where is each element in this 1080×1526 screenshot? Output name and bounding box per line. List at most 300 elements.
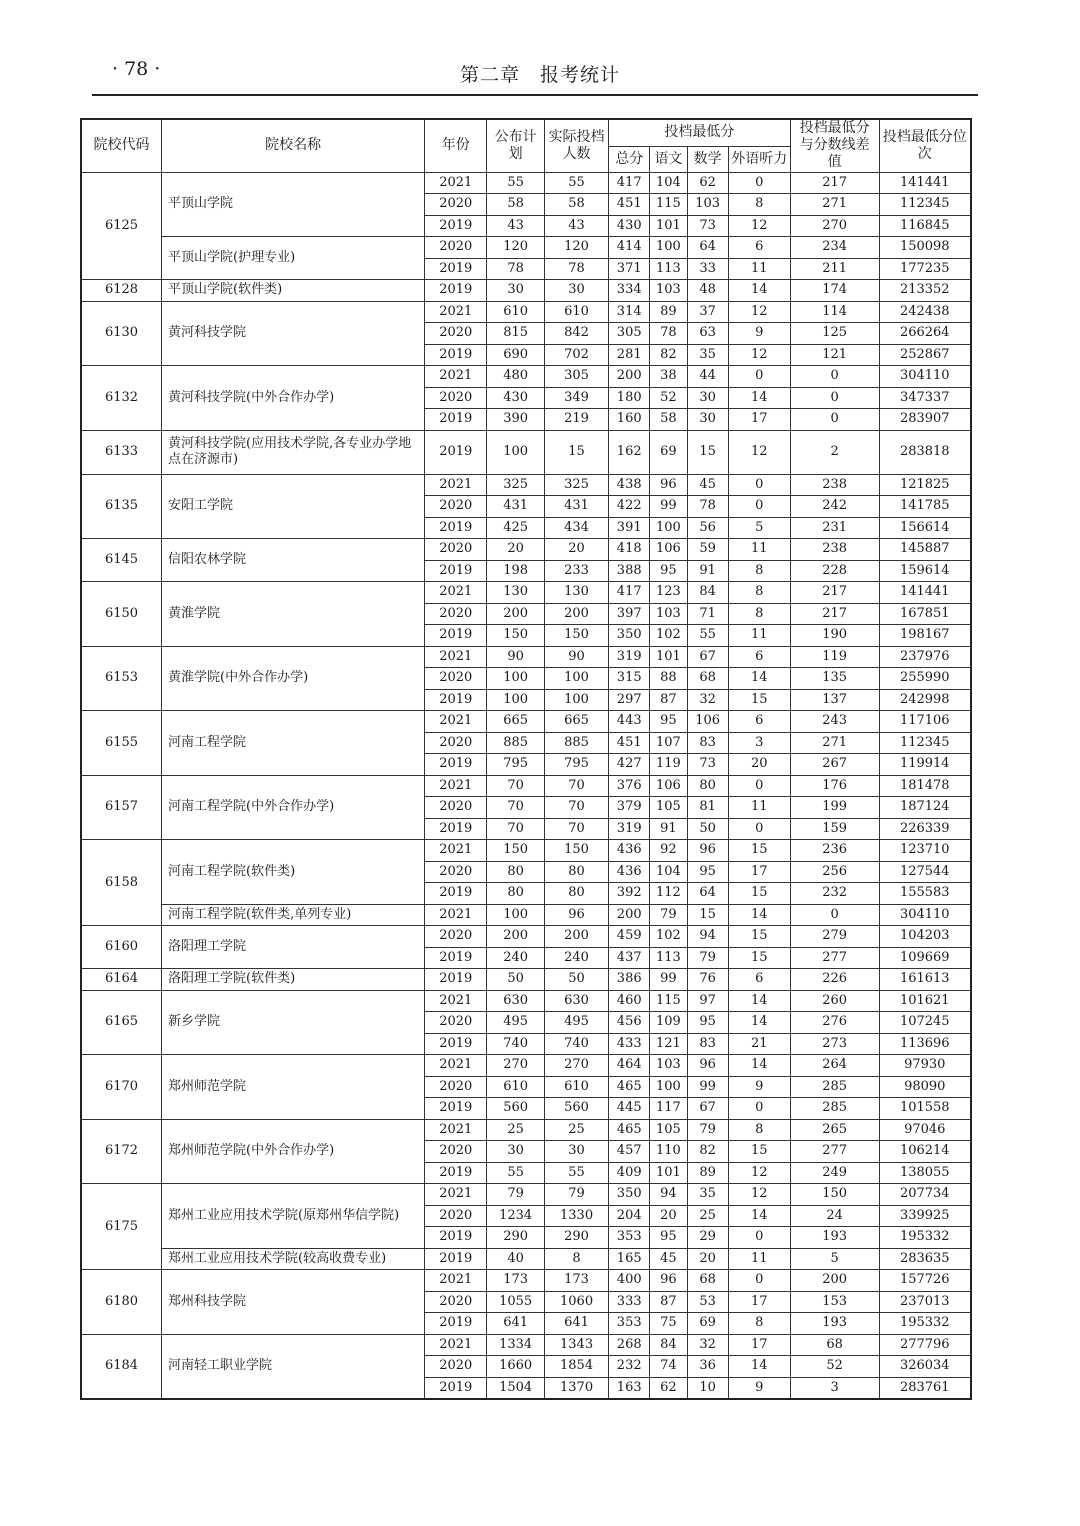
school-name-cell: 郑州科技学院	[162, 1270, 425, 1335]
total-cell: 436	[609, 840, 650, 862]
rank-cell: 181478	[879, 775, 971, 797]
table-row	[81, 646, 971, 668]
actual-cell: 96	[545, 904, 609, 926]
school-name-cell: 河南轻工职业学院	[162, 1334, 425, 1399]
plan-cell: 150	[487, 840, 545, 862]
school-name-cell: 河南工程学院(软件类,单列专业)	[162, 904, 425, 926]
actual-cell: 349	[545, 387, 609, 409]
total-cell: 392	[609, 883, 650, 905]
header-total: 总分	[609, 146, 650, 172]
diff-cell: 3	[790, 1377, 879, 1399]
chinese-cell: 113	[650, 947, 687, 969]
chinese-cell: 105	[650, 797, 687, 819]
total-cell: 165	[609, 1248, 650, 1270]
year-cell: 2020	[425, 797, 487, 819]
year-cell: 2019	[425, 1377, 487, 1399]
actual-cell: 173	[545, 1270, 609, 1292]
table-row	[81, 990, 971, 1012]
actual-cell: 795	[545, 754, 609, 776]
chinese-cell: 74	[650, 1356, 687, 1378]
plan-cell: 885	[487, 732, 545, 754]
math-cell: 95	[687, 1012, 728, 1034]
math-cell: 89	[687, 1162, 728, 1184]
school-code-cell: 6164	[81, 969, 162, 991]
school-code-cell: 6133	[81, 430, 162, 474]
school-code-cell: 6128	[81, 280, 162, 302]
actual-cell: 610	[545, 301, 609, 323]
school-code-cell: 6184	[81, 1334, 162, 1399]
plan-cell: 795	[487, 754, 545, 776]
year-cell: 2019	[425, 1162, 487, 1184]
total-cell: 456	[609, 1012, 650, 1034]
total-cell: 438	[609, 474, 650, 496]
total-cell: 437	[609, 947, 650, 969]
chinese-cell: 100	[650, 1076, 687, 1098]
school-name-cell: 郑州师范学院	[162, 1055, 425, 1120]
year-cell: 2020	[425, 496, 487, 518]
listening-cell: 14	[728, 1205, 790, 1227]
school-name-cell: 信阳农林学院	[162, 539, 425, 582]
table-row	[81, 775, 971, 797]
school-code-cell: 6172	[81, 1119, 162, 1184]
school-code-cell: 6150	[81, 582, 162, 647]
math-cell: 79	[687, 1119, 728, 1141]
plan-cell: 560	[487, 1098, 545, 1120]
rank-cell: 277796	[879, 1334, 971, 1356]
chinese-cell: 110	[650, 1141, 687, 1163]
listening-cell: 0	[728, 1098, 790, 1120]
year-cell: 2020	[425, 1205, 487, 1227]
actual-cell: 1370	[545, 1377, 609, 1399]
year-cell: 2021	[425, 474, 487, 496]
actual-cell: 431	[545, 496, 609, 518]
diff-cell: 0	[790, 409, 879, 431]
table-row	[81, 1270, 971, 1292]
plan-cell: 740	[487, 1033, 545, 1055]
total-cell: 414	[609, 237, 650, 259]
math-cell: 35	[687, 344, 728, 366]
school-code-cell: 6160	[81, 926, 162, 969]
header-diff: 投档最低分与分数线差值	[790, 119, 879, 172]
chinese-cell: 89	[650, 301, 687, 323]
plan-cell: 80	[487, 861, 545, 883]
rank-cell: 97046	[879, 1119, 971, 1141]
actual-cell: 641	[545, 1313, 609, 1335]
chinese-cell: 101	[650, 646, 687, 668]
school-name-cell: 黄河科技学院	[162, 301, 425, 366]
diff-cell: 256	[790, 861, 879, 883]
school-name-cell: 黄河科技学院(中外合作办学)	[162, 366, 425, 431]
diff-cell: 24	[790, 1205, 879, 1227]
table-row	[81, 172, 971, 194]
school-code-cell: 6180	[81, 1270, 162, 1335]
plan-cell: 173	[487, 1270, 545, 1292]
rank-cell: 161613	[879, 969, 971, 991]
table-row	[81, 280, 971, 302]
year-cell: 2019	[425, 625, 487, 647]
rank-cell: 141441	[879, 172, 971, 194]
actual-cell: 325	[545, 474, 609, 496]
actual-cell: 885	[545, 732, 609, 754]
listening-cell: 12	[728, 344, 790, 366]
total-cell: 180	[609, 387, 650, 409]
chinese-cell: 115	[650, 990, 687, 1012]
total-cell: 232	[609, 1356, 650, 1378]
listening-cell: 0	[728, 1270, 790, 1292]
listening-cell: 5	[728, 517, 790, 539]
listening-cell: 14	[728, 387, 790, 409]
actual-cell: 55	[545, 1162, 609, 1184]
actual-cell: 740	[545, 1033, 609, 1055]
year-cell: 2019	[425, 344, 487, 366]
chinese-cell: 96	[650, 474, 687, 496]
plan-cell: 55	[487, 172, 545, 194]
plan-cell: 25	[487, 1119, 545, 1141]
diff-cell: 285	[790, 1098, 879, 1120]
actual-cell: 50	[545, 969, 609, 991]
rank-cell: 138055	[879, 1162, 971, 1184]
school-name-cell: 新乡学院	[162, 990, 425, 1055]
diff-cell: 0	[790, 904, 879, 926]
plan-cell: 100	[487, 904, 545, 926]
total-cell: 376	[609, 775, 650, 797]
listening-cell: 17	[728, 1334, 790, 1356]
diff-cell: 174	[790, 280, 879, 302]
plan-cell: 20	[487, 539, 545, 561]
math-cell: 106	[687, 711, 728, 733]
plan-cell: 90	[487, 646, 545, 668]
table-row	[81, 366, 971, 388]
school-name-cell: 黄淮学院	[162, 582, 425, 647]
year-cell: 2019	[425, 818, 487, 840]
rank-cell: 283635	[879, 1248, 971, 1270]
rank-cell: 347337	[879, 387, 971, 409]
rank-cell: 198167	[879, 625, 971, 647]
chinese-cell: 100	[650, 237, 687, 259]
rank-cell: 252867	[879, 344, 971, 366]
diff-cell: 217	[790, 582, 879, 604]
total-cell: 418	[609, 539, 650, 561]
listening-cell: 14	[728, 1055, 790, 1077]
plan-cell: 641	[487, 1313, 545, 1335]
actual-cell: 30	[545, 280, 609, 302]
school-name-cell: 河南工程学院(软件类)	[162, 840, 425, 905]
chinese-cell: 101	[650, 1162, 687, 1184]
plan-cell: 70	[487, 818, 545, 840]
total-cell: 200	[609, 366, 650, 388]
year-cell: 2020	[425, 603, 487, 625]
year-cell: 2020	[425, 732, 487, 754]
year-cell: 2021	[425, 840, 487, 862]
rank-cell: 97930	[879, 1055, 971, 1077]
table-row	[81, 711, 971, 733]
plan-cell: 79	[487, 1184, 545, 1206]
school-name-cell: 洛阳理工学院	[162, 926, 425, 969]
table-row	[81, 1184, 971, 1206]
year-cell: 2020	[425, 1076, 487, 1098]
total-cell: 430	[609, 215, 650, 237]
year-cell: 2020	[425, 539, 487, 561]
chinese-cell: 45	[650, 1248, 687, 1270]
math-cell: 36	[687, 1356, 728, 1378]
diff-cell: 226	[790, 969, 879, 991]
school-code-cell: 6130	[81, 301, 162, 366]
rank-cell: 156614	[879, 517, 971, 539]
diff-cell: 271	[790, 732, 879, 754]
plan-cell: 58	[487, 194, 545, 216]
actual-cell: 70	[545, 797, 609, 819]
table-row	[81, 237, 971, 259]
math-cell: 48	[687, 280, 728, 302]
total-cell: 451	[609, 194, 650, 216]
actual-cell: 79	[545, 1184, 609, 1206]
rank-cell: 187124	[879, 797, 971, 819]
plan-cell: 200	[487, 926, 545, 948]
math-cell: 29	[687, 1227, 728, 1249]
rank-cell: 141785	[879, 496, 971, 518]
rank-cell: 326034	[879, 1356, 971, 1378]
total-cell: 433	[609, 1033, 650, 1055]
diff-cell: 135	[790, 668, 879, 690]
total-cell: 319	[609, 646, 650, 668]
actual-cell: 233	[545, 560, 609, 582]
total-cell: 350	[609, 1184, 650, 1206]
plan-cell: 43	[487, 215, 545, 237]
chinese-cell: 123	[650, 582, 687, 604]
listening-cell: 14	[728, 668, 790, 690]
listening-cell: 8	[728, 582, 790, 604]
actual-cell: 1060	[545, 1291, 609, 1313]
listening-cell: 14	[728, 280, 790, 302]
chinese-cell: 119	[650, 754, 687, 776]
year-cell: 2021	[425, 904, 487, 926]
total-cell: 160	[609, 409, 650, 431]
school-code-cell: 6175	[81, 1184, 162, 1270]
table-row	[81, 582, 971, 604]
header-min-score-group: 投档最低分	[609, 119, 791, 146]
year-cell: 2019	[425, 258, 487, 280]
year-cell: 2020	[425, 1141, 487, 1163]
year-cell: 2020	[425, 323, 487, 345]
year-cell: 2020	[425, 861, 487, 883]
table-row	[81, 430, 971, 474]
math-cell: 64	[687, 237, 728, 259]
year-cell: 2019	[425, 969, 487, 991]
year-cell: 2020	[425, 1291, 487, 1313]
math-cell: 84	[687, 582, 728, 604]
listening-cell: 17	[728, 1291, 790, 1313]
listening-cell: 12	[728, 301, 790, 323]
rank-cell: 145887	[879, 539, 971, 561]
listening-cell: 17	[728, 409, 790, 431]
rank-cell: 167851	[879, 603, 971, 625]
total-cell: 391	[609, 517, 650, 539]
chinese-cell: 103	[650, 280, 687, 302]
diff-cell: 0	[790, 387, 879, 409]
diff-cell: 199	[790, 797, 879, 819]
math-cell: 15	[687, 430, 728, 474]
header-actual: 实际投档人数	[545, 119, 609, 172]
listening-cell: 8	[728, 194, 790, 216]
listening-cell: 15	[728, 840, 790, 862]
chinese-cell: 95	[650, 711, 687, 733]
diff-cell: 193	[790, 1227, 879, 1249]
diff-cell: 260	[790, 990, 879, 1012]
actual-cell: 200	[545, 926, 609, 948]
listening-cell: 0	[728, 172, 790, 194]
actual-cell: 80	[545, 883, 609, 905]
diff-cell: 68	[790, 1334, 879, 1356]
math-cell: 45	[687, 474, 728, 496]
diff-cell: 193	[790, 1313, 879, 1335]
year-cell: 2019	[425, 560, 487, 582]
school-code-cell: 6155	[81, 711, 162, 776]
listening-cell: 15	[728, 947, 790, 969]
total-cell: 371	[609, 258, 650, 280]
math-cell: 96	[687, 840, 728, 862]
plan-cell: 70	[487, 797, 545, 819]
rank-cell: 255990	[879, 668, 971, 690]
rank-cell: 109669	[879, 947, 971, 969]
actual-cell: 15	[545, 430, 609, 474]
plan-cell: 431	[487, 496, 545, 518]
plan-cell: 325	[487, 474, 545, 496]
year-cell: 2021	[425, 711, 487, 733]
listening-cell: 14	[728, 1356, 790, 1378]
chinese-cell: 94	[650, 1184, 687, 1206]
rank-cell: 104203	[879, 926, 971, 948]
plan-cell: 1055	[487, 1291, 545, 1313]
math-cell: 96	[687, 1055, 728, 1077]
listening-cell: 15	[728, 926, 790, 948]
math-cell: 56	[687, 517, 728, 539]
rank-cell: 101558	[879, 1098, 971, 1120]
total-cell: 388	[609, 560, 650, 582]
plan-cell: 815	[487, 323, 545, 345]
chinese-cell: 113	[650, 258, 687, 280]
total-cell: 397	[609, 603, 650, 625]
year-cell: 2021	[425, 1334, 487, 1356]
total-cell: 464	[609, 1055, 650, 1077]
actual-cell: 100	[545, 668, 609, 690]
chinese-cell: 82	[650, 344, 687, 366]
chinese-cell: 79	[650, 904, 687, 926]
actual-cell: 58	[545, 194, 609, 216]
listening-cell: 12	[728, 215, 790, 237]
math-cell: 76	[687, 969, 728, 991]
diff-cell: 0	[790, 366, 879, 388]
diff-cell: 249	[790, 1162, 879, 1184]
chinese-cell: 99	[650, 496, 687, 518]
rank-cell: 121825	[879, 474, 971, 496]
total-cell: 314	[609, 301, 650, 323]
plan-cell: 495	[487, 1012, 545, 1034]
math-cell: 73	[687, 754, 728, 776]
table-row	[81, 969, 971, 991]
rank-cell: 141441	[879, 582, 971, 604]
diff-cell: 228	[790, 560, 879, 582]
diff-cell: 234	[790, 237, 879, 259]
listening-cell: 8	[728, 603, 790, 625]
chinese-cell: 117	[650, 1098, 687, 1120]
table-row	[81, 1055, 971, 1077]
chinese-cell: 104	[650, 172, 687, 194]
rank-cell: 116845	[879, 215, 971, 237]
listening-cell: 11	[728, 625, 790, 647]
listening-cell: 12	[728, 1162, 790, 1184]
chinese-cell: 109	[650, 1012, 687, 1034]
school-code-cell: 6157	[81, 775, 162, 840]
listening-cell: 0	[728, 366, 790, 388]
chinese-cell: 102	[650, 625, 687, 647]
diff-cell: 2	[790, 430, 879, 474]
table-row	[81, 904, 971, 926]
actual-cell: 80	[545, 861, 609, 883]
school-code-cell: 6145	[81, 539, 162, 582]
rank-cell: 159614	[879, 560, 971, 582]
listening-cell: 6	[728, 646, 790, 668]
math-cell: 32	[687, 1334, 728, 1356]
math-cell: 59	[687, 539, 728, 561]
year-cell: 2019	[425, 1033, 487, 1055]
chinese-cell: 105	[650, 1119, 687, 1141]
listening-cell: 14	[728, 904, 790, 926]
diff-cell: 200	[790, 1270, 879, 1292]
diff-cell: 153	[790, 1291, 879, 1313]
math-cell: 15	[687, 904, 728, 926]
rank-cell: 266264	[879, 323, 971, 345]
diff-cell: 217	[790, 172, 879, 194]
actual-cell: 1343	[545, 1334, 609, 1356]
actual-cell: 240	[545, 947, 609, 969]
math-cell: 83	[687, 1033, 728, 1055]
total-cell: 353	[609, 1313, 650, 1335]
year-cell: 2019	[425, 1098, 487, 1120]
chinese-cell: 87	[650, 1291, 687, 1313]
total-cell: 334	[609, 280, 650, 302]
chinese-cell: 103	[650, 1055, 687, 1077]
diff-cell: 242	[790, 496, 879, 518]
school-name-cell: 平顶山学院(护理专业)	[162, 237, 425, 280]
year-cell: 2020	[425, 387, 487, 409]
diff-cell: 150	[790, 1184, 879, 1206]
year-cell: 2021	[425, 172, 487, 194]
year-cell: 2020	[425, 1012, 487, 1034]
year-cell: 2021	[425, 1119, 487, 1141]
school-code-cell: 6132	[81, 366, 162, 431]
year-cell: 2019	[425, 1248, 487, 1270]
plan-cell: 1234	[487, 1205, 545, 1227]
actual-cell: 610	[545, 1076, 609, 1098]
plan-cell: 100	[487, 689, 545, 711]
header-rule	[92, 94, 978, 96]
diff-cell: 211	[790, 258, 879, 280]
year-cell: 2021	[425, 646, 487, 668]
actual-cell: 495	[545, 1012, 609, 1034]
year-cell: 2021	[425, 775, 487, 797]
diff-cell: 276	[790, 1012, 879, 1034]
year-cell: 2021	[425, 990, 487, 1012]
rank-cell: 242438	[879, 301, 971, 323]
math-cell: 82	[687, 1141, 728, 1163]
diff-cell: 5	[790, 1248, 879, 1270]
rank-cell: 117106	[879, 711, 971, 733]
school-name-cell: 郑州师范学院(中外合作办学)	[162, 1119, 425, 1184]
actual-cell: 90	[545, 646, 609, 668]
rank-cell: 304110	[879, 366, 971, 388]
actual-cell: 842	[545, 323, 609, 345]
total-cell: 459	[609, 926, 650, 948]
